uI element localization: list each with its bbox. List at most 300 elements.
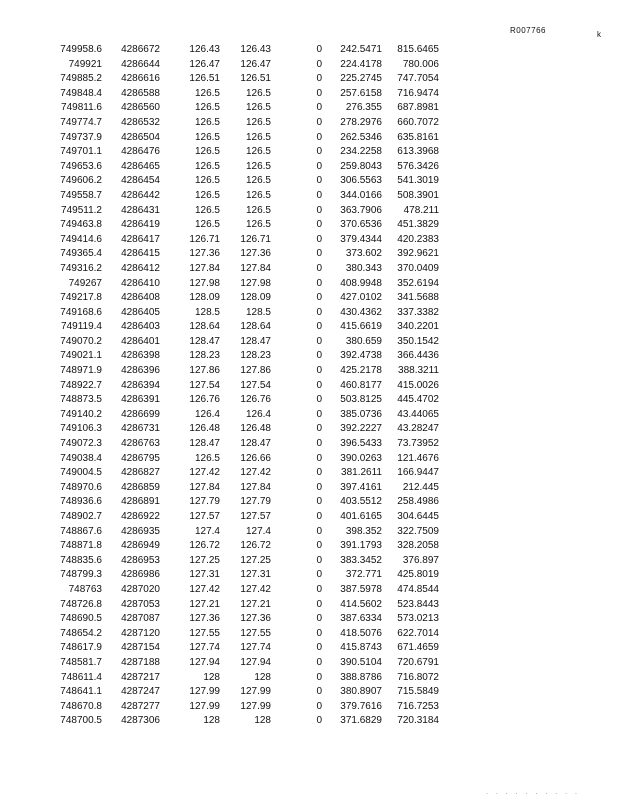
table-cell: 0	[316, 44, 322, 55]
table-row	[40, 233, 439, 248]
table-cell: 0	[316, 379, 322, 391]
table-cell: 126.4	[245, 408, 271, 420]
table-cell: 121.4676	[397, 452, 439, 464]
table-row	[40, 101, 439, 116]
table-cell: 126.76	[240, 394, 271, 406]
table-cell: 127.36	[240, 613, 271, 625]
table-cell: 4286405	[121, 306, 160, 318]
table-cell: 660.7072	[397, 116, 439, 128]
table-cell: 387.5978	[340, 583, 382, 595]
table-cell: 4287247	[121, 686, 160, 698]
table-cell: 749511.2	[61, 204, 102, 216]
table-cell: 4286396	[121, 365, 160, 377]
table-cell: 4287120	[121, 627, 160, 639]
table-cell: 0	[316, 131, 322, 143]
table-cell: 242.5471	[340, 44, 382, 55]
table-row	[40, 393, 439, 408]
table-cell: 126.5	[194, 204, 220, 216]
table-cell: 127.57	[240, 511, 271, 522]
table-cell: 4286454	[121, 175, 160, 187]
table-cell: 0	[316, 73, 322, 85]
table-cell: 749885.2	[60, 73, 102, 85]
table-row	[40, 641, 439, 656]
table-cell: 128.47	[189, 335, 220, 347]
table-cell: 4286415	[121, 248, 160, 260]
table-cell: 127.42	[189, 583, 220, 595]
table-cell: 474.8544	[397, 583, 439, 595]
table-cell: 127.25	[240, 554, 271, 566]
table-cell: 0	[316, 160, 322, 172]
table-cell: 0	[316, 365, 322, 377]
table-cell: 748871.8	[60, 540, 102, 552]
table-cell: 4286431	[121, 204, 160, 216]
table-cell: 478.211	[403, 204, 439, 216]
table-row	[40, 160, 439, 175]
table-cell: 380.343	[345, 262, 382, 274]
table-cell: 126.5	[245, 131, 271, 143]
table-cell: 337.3382	[397, 306, 439, 318]
table-cell: 0	[316, 583, 322, 595]
table-cell: 128.23	[240, 350, 271, 362]
table-cell: 4286953	[121, 554, 160, 566]
table-cell: 126.66	[240, 452, 271, 464]
table-cell: 749737.9	[60, 131, 102, 143]
table-row	[40, 204, 439, 219]
table-cell: 352.6194	[397, 277, 439, 289]
table-cell: 128.09	[189, 292, 220, 304]
table-cell: 392.9621	[397, 248, 439, 260]
table-cell: 0	[316, 686, 322, 698]
table-row	[40, 145, 439, 160]
table-cell: 541.3019	[397, 175, 439, 187]
table-cell: 445.4702	[397, 394, 439, 406]
table-cell: 126.5	[245, 116, 271, 128]
table-cell: 4286412	[121, 262, 160, 274]
table-cell: 749811.6	[61, 102, 102, 114]
table-cell: 127.55	[240, 627, 271, 639]
table-cell: 4287053	[121, 598, 160, 610]
table-cell: 748971.9	[60, 365, 102, 377]
table-cell: 0	[316, 233, 322, 245]
table-cell: 749072.3	[60, 438, 102, 450]
table-row	[40, 685, 439, 700]
table-row	[40, 700, 439, 715]
table-cell: 749414.6	[60, 233, 102, 245]
table-cell: 126.51	[189, 73, 220, 85]
table-cell: 4286401	[121, 335, 160, 347]
table-cell: 234.2258	[340, 146, 382, 158]
table-cell: 748726.8	[60, 598, 102, 610]
table-cell: 427.0102	[340, 292, 382, 304]
table-cell: 716.7253	[397, 700, 439, 712]
table-cell: 126.47	[189, 58, 220, 70]
table-cell: 749558.7	[60, 189, 102, 201]
table-row	[40, 554, 439, 569]
table-row	[40, 58, 439, 73]
table-cell: 373.602	[345, 248, 382, 260]
table-cell: 126.5	[194, 175, 220, 187]
table-cell: 127.42	[240, 467, 271, 479]
scan-artifact-dots: . . . . . . . . . .	[486, 789, 580, 796]
table-row	[40, 247, 439, 262]
table-cell: 391.1793	[340, 540, 382, 552]
table-cell: 388.3211	[398, 365, 439, 377]
table-cell: 128.09	[240, 292, 271, 304]
table-cell: 430.4362	[340, 306, 382, 318]
table-cell: 749119.4	[61, 321, 102, 333]
table-cell: 126.5	[245, 219, 271, 231]
table-cell: 748611.4	[61, 671, 102, 683]
table-cell: 126.5	[194, 102, 220, 114]
table-cell: 0	[316, 642, 322, 654]
table-cell: 126.5	[194, 189, 220, 201]
table-cell: 749774.7	[60, 116, 102, 128]
table-cell: 508.3901	[397, 189, 439, 201]
table-row	[40, 539, 439, 554]
table-cell: 278.2976	[340, 116, 382, 128]
table-cell: 43.44065	[397, 408, 439, 420]
table-cell: 720.3184	[397, 715, 439, 727]
data-table	[40, 43, 439, 729]
table-cell: 390.0263	[340, 452, 382, 464]
page-id: R007766	[510, 26, 546, 35]
table-cell: 126.4	[194, 408, 220, 420]
table-cell: 257.6158	[340, 87, 382, 99]
table-cell: 415.6619	[340, 321, 382, 333]
table-cell: 126.43	[189, 44, 220, 55]
table-cell: 372.771	[345, 569, 382, 581]
table-cell: 126.5	[194, 131, 220, 143]
table-row	[40, 349, 439, 364]
table-row	[40, 218, 439, 233]
table-cell: 127.57	[189, 511, 220, 522]
table-cell: 127.86	[189, 365, 220, 377]
table-cell: 166.9447	[397, 467, 439, 479]
table-cell: 126.5	[245, 87, 271, 99]
table-cell: 344.0166	[340, 189, 382, 201]
table-cell: 503.8125	[340, 394, 382, 406]
table-cell: 379.7616	[340, 700, 382, 712]
table-cell: 127.94	[189, 656, 220, 668]
table-cell: 0	[316, 627, 322, 639]
table-body	[40, 43, 439, 729]
table-cell: 749106.3	[60, 423, 102, 435]
table-cell: 4286644	[121, 58, 160, 70]
table-cell: 398.352	[345, 525, 382, 537]
table-cell: 4286949	[121, 540, 160, 552]
table-cell: 748922.7	[60, 379, 102, 391]
table-cell: 576.3426	[397, 160, 439, 172]
table-cell: 715.5849	[397, 686, 439, 698]
table-cell: 747.7054	[397, 73, 439, 85]
table-cell: 4286935	[121, 525, 160, 537]
table-cell: 127.36	[189, 248, 220, 260]
table-cell: 815.6465	[397, 44, 439, 55]
table-cell: 749921	[68, 58, 102, 70]
table-row	[40, 335, 439, 350]
table-cell: 128.64	[240, 321, 271, 333]
table-cell: 749021.1	[60, 350, 102, 362]
table-cell: 749004.5	[60, 467, 102, 479]
table-cell: 749365.4	[60, 248, 102, 260]
table-cell: 128	[254, 671, 271, 683]
table-cell: 128	[203, 671, 220, 683]
table-cell: 127.74	[240, 642, 271, 654]
table-cell: 523.8443	[397, 598, 439, 610]
table-row	[40, 174, 439, 189]
table-cell: 4287154	[121, 642, 160, 654]
table-cell: 212.445	[402, 481, 439, 493]
table-cell: 126.72	[189, 540, 220, 552]
table-cell: 370.6536	[340, 219, 382, 231]
table-cell: 370.0409	[397, 262, 439, 274]
table-cell: 4287306	[121, 715, 160, 727]
table-cell: 0	[316, 116, 322, 128]
table-cell: 749267	[68, 277, 102, 289]
table-cell: 127.98	[189, 277, 220, 289]
table-cell: 127.36	[189, 613, 220, 625]
table-cell: 380.8907	[340, 686, 382, 698]
table-cell: 4286986	[121, 569, 160, 581]
table-cell: 127.21	[240, 598, 271, 610]
table-cell: 0	[316, 452, 322, 464]
table-cell: 4287217	[121, 671, 160, 683]
table-cell: 415.0026	[397, 379, 439, 391]
table-cell: 127.99	[240, 700, 271, 712]
table-cell: 408.9948	[340, 277, 382, 289]
table-row	[40, 262, 439, 277]
table-row	[40, 598, 439, 613]
table-cell: 418.5076	[340, 627, 382, 639]
table-cell: 127.99	[240, 686, 271, 698]
table-cell: 749070.2	[60, 335, 102, 347]
table-row	[40, 583, 439, 598]
table-row	[40, 481, 439, 496]
table-cell: 276.355	[345, 102, 382, 114]
table-cell: 127.74	[189, 642, 220, 654]
table-cell: 4286398	[121, 350, 160, 362]
table-cell: 306.5563	[340, 175, 382, 187]
table-cell: 126.5	[194, 452, 220, 464]
table-row	[40, 379, 439, 394]
table-cell: 4286504	[121, 131, 160, 143]
table-cell: 126.5	[245, 175, 271, 187]
table-cell: 126.76	[189, 394, 220, 406]
table-cell: 573.0213	[397, 613, 439, 625]
table-cell: 749168.6	[60, 306, 102, 318]
table-cell: 4286394	[121, 379, 160, 391]
table-cell: 749463.8	[60, 219, 102, 231]
table-cell: 390.5104	[340, 656, 382, 668]
table-cell: 0	[316, 321, 322, 333]
corner-mark: k	[597, 30, 601, 39]
table-cell: 748936.6	[60, 496, 102, 508]
table-cell: 341.5688	[397, 292, 439, 304]
table-cell: 127.42	[240, 583, 271, 595]
table-cell: 126.71	[189, 233, 220, 245]
table-cell: 262.5346	[340, 131, 382, 143]
table-cell: 749848.4	[60, 87, 102, 99]
table-cell: 127.99	[189, 686, 220, 698]
table-cell: 0	[316, 175, 322, 187]
table-cell: 0	[316, 102, 322, 114]
table-cell: 0	[316, 715, 322, 727]
table-cell: 0	[316, 394, 322, 406]
table-row	[40, 364, 439, 379]
table-cell: 748654.2	[60, 627, 102, 639]
table-cell: 4287188	[121, 656, 160, 668]
table-cell: 622.7014	[397, 627, 439, 639]
table-cell: 748763	[68, 583, 102, 595]
table-cell: 396.5433	[340, 438, 382, 450]
table-cell: 128.47	[240, 438, 271, 450]
table-row	[40, 437, 439, 452]
table-cell: 0	[316, 467, 322, 479]
table-cell: 748902.7	[60, 511, 102, 522]
table-row	[40, 466, 439, 481]
table-cell: 128.5	[194, 306, 220, 318]
table-cell: 126.5	[245, 160, 271, 172]
table-cell: 403.5512	[340, 496, 382, 508]
table-cell: 4286408	[121, 292, 160, 304]
table-cell: 4286588	[121, 87, 160, 99]
table-cell: 748641.1	[60, 686, 102, 698]
table-cell: 328.2058	[397, 540, 439, 552]
table-row	[40, 422, 439, 437]
table-cell: 126.48	[189, 423, 220, 435]
table-cell: 127.4	[194, 525, 220, 537]
table-cell: 716.8072	[397, 671, 439, 683]
table-cell: 127.79	[240, 496, 271, 508]
table-cell: 749958.6	[60, 44, 102, 55]
table-cell: 0	[316, 496, 322, 508]
table-row	[40, 510, 439, 525]
table-cell: 401.6165	[340, 511, 382, 522]
table-cell: 425.8019	[397, 569, 439, 581]
table-cell: 748799.3	[60, 569, 102, 581]
table-cell: 4286672	[121, 44, 160, 55]
table-row	[40, 291, 439, 306]
table-cell: 363.7906	[340, 204, 382, 216]
table-cell: 4286476	[121, 146, 160, 158]
table-cell: 397.4161	[340, 481, 382, 493]
table-cell: 259.8043	[340, 160, 382, 172]
table-cell: 43.28247	[397, 423, 439, 435]
table-cell: 0	[316, 481, 322, 493]
table-cell: 371.6829	[340, 715, 382, 727]
table-row	[40, 72, 439, 87]
table-cell: 127.79	[189, 496, 220, 508]
table-cell: 0	[316, 423, 322, 435]
table-row	[40, 714, 439, 729]
table-cell: 4286419	[121, 219, 160, 231]
table-cell: 127.84	[240, 262, 271, 274]
table-cell: 748700.5	[60, 715, 102, 727]
table-cell: 128.47	[189, 438, 220, 450]
table-row	[40, 612, 439, 627]
table-cell: 350.1542	[397, 335, 439, 347]
table-cell: 414.5602	[340, 598, 382, 610]
table-cell: 383.3452	[340, 554, 382, 566]
table-cell: 0	[316, 540, 322, 552]
table-cell: 126.43	[240, 44, 271, 55]
table-cell: 381.2611	[341, 467, 382, 479]
table-cell: 128.64	[189, 321, 220, 333]
table-cell: 127.21	[189, 598, 220, 610]
table-cell: 0	[316, 511, 322, 522]
table-cell: 4286616	[121, 73, 160, 85]
table-cell: 716.9474	[397, 87, 439, 99]
table-cell: 127.42	[189, 467, 220, 479]
table-cell: 0	[316, 248, 322, 260]
table-cell: 748670.8	[60, 700, 102, 712]
table-cell: 127.54	[189, 379, 220, 391]
table-cell: 4286417	[121, 233, 160, 245]
table-cell: 4286403	[121, 321, 160, 333]
table-cell: 748617.9	[60, 642, 102, 654]
table-cell: 4286859	[121, 481, 160, 493]
table-cell: 0	[316, 262, 322, 274]
table-cell: 127.25	[189, 554, 220, 566]
table-cell: 128.23	[189, 350, 220, 362]
table-cell: 4286795	[121, 452, 160, 464]
table-cell: 127.55	[189, 627, 220, 639]
table-cell: 388.8786	[340, 671, 382, 683]
table-cell: 749701.1	[60, 146, 102, 158]
table-cell: 748835.6	[60, 554, 102, 566]
table-cell: 304.6445	[397, 511, 439, 522]
table-cell: 460.8177	[340, 379, 382, 391]
table-row	[40, 495, 439, 510]
table-cell: 0	[316, 189, 322, 201]
table-cell: 128	[254, 715, 271, 727]
table-row	[40, 277, 439, 292]
table-cell: 4286922	[121, 511, 160, 522]
table-cell: 748867.6	[60, 525, 102, 537]
table-cell: 224.4178	[340, 58, 382, 70]
table-cell: 126.5	[245, 102, 271, 114]
table-cell: 376.897	[402, 554, 439, 566]
table-cell: 0	[316, 700, 322, 712]
table-cell: 127.84	[240, 481, 271, 493]
table-cell: 748690.5	[60, 613, 102, 625]
table-cell: 385.0736	[340, 408, 382, 420]
table-cell: 0	[316, 58, 322, 70]
table-cell: 4286763	[121, 438, 160, 450]
table-cell: 127.98	[240, 277, 271, 289]
table-cell: 4286442	[121, 189, 160, 201]
table-cell: 0	[316, 146, 322, 158]
table-cell: 0	[316, 87, 322, 99]
table-cell: 4287277	[121, 700, 160, 712]
table-cell: 425.2178	[340, 365, 382, 377]
table-cell: 126.5	[194, 116, 220, 128]
table-row	[40, 452, 439, 467]
table-cell: 126.5	[194, 87, 220, 99]
table-cell: 127.94	[240, 656, 271, 668]
table-cell: 4286465	[121, 160, 160, 172]
table-row	[40, 671, 439, 686]
table-cell: 780.006	[402, 58, 439, 70]
table-cell: 0	[316, 292, 322, 304]
table-cell: 225.2745	[340, 73, 382, 85]
table-cell: 127.4	[245, 525, 271, 537]
table-cell: 126.5	[245, 146, 271, 158]
table-cell: 126.5	[194, 160, 220, 172]
table-cell: 451.3829	[397, 219, 439, 231]
table-cell: 4286532	[121, 116, 160, 128]
table-cell: 392.2227	[340, 423, 382, 435]
